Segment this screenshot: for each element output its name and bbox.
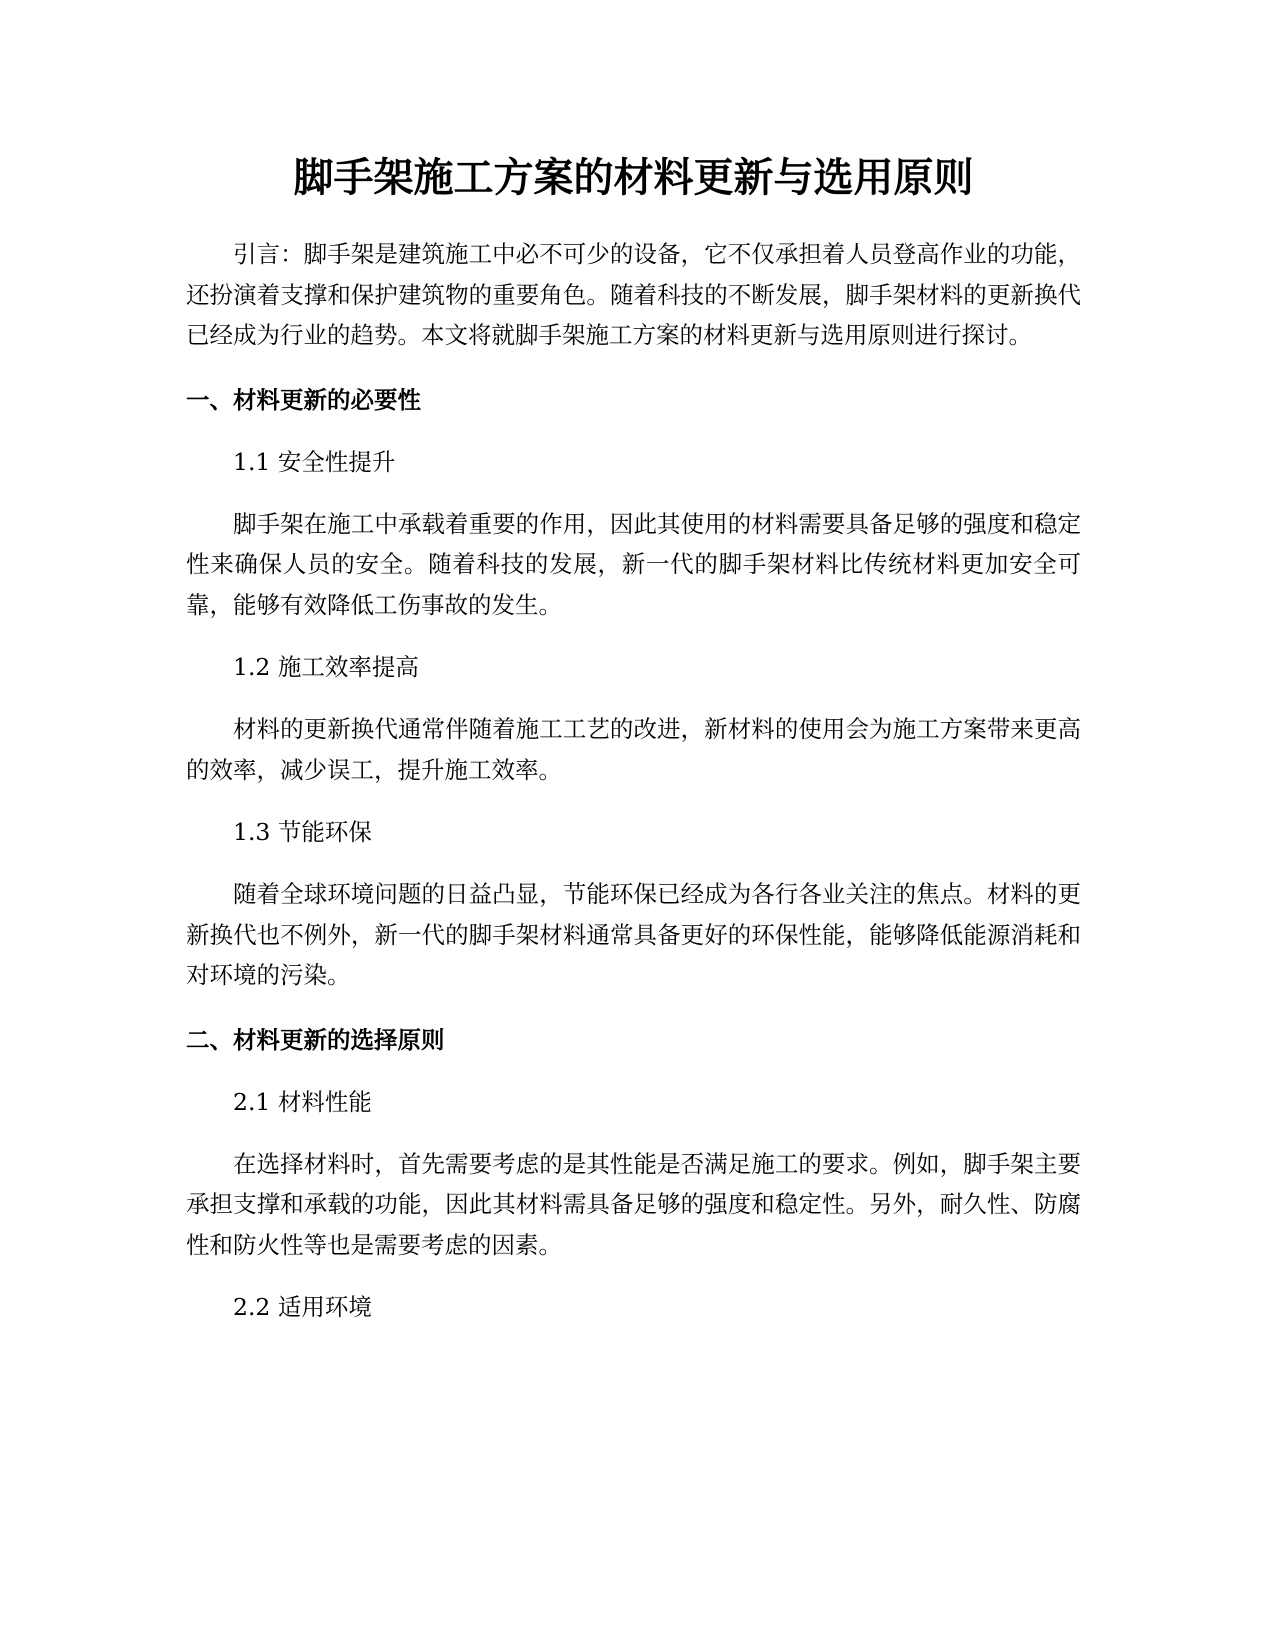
- subsection-heading-1-1: 1.1 安全性提升: [233, 447, 396, 476]
- document-body: [186, 148, 1081, 1327]
- section-heading-1: 一、材料更新的必要性: [186, 385, 421, 414]
- subsection-heading-2-1: 2.1 材料性能: [233, 1087, 372, 1116]
- subsection-heading-1-2: 1.2 施工效率提高: [233, 653, 419, 681]
- section-heading-2: 二、材料更新的选择原则: [186, 1025, 445, 1054]
- subsection-heading-2-2: 2.2 适用环境: [233, 1293, 372, 1321]
- intro-paragraph: 引言：脚手架是建筑施工中必不可少的设备，它不仅承担着人员登高作业的功能，还扮演着支撑和保护建筑物的重要角色。随着科技的不断发展，脚手架材料的更新换代已经成为行业的趋势。本文将就脚手架施工方案的材料更新与选用原则进行探讨。: [186, 240, 1081, 349]
- paragraph-1-2: 材料的更新换代通常伴随着施工工艺的改进，新材料的使用会为施工方案带来更高的效率，减少误工，提升施工效率。: [186, 715, 1081, 784]
- paragraph-2-1: 在选择材料时，首先需要考虑的是其性能是否满足施工的要求。例如，脚手架主要承担支撑和承载的功能，因此其材料需具备足够的强度和稳定性。另外，耐久性、防腐性和防火性等也是需要考虑的因素。: [186, 1149, 1081, 1259]
- document-title: 脚手架施工方案的材料更新与选用原则: [293, 155, 974, 201]
- paragraph-1-1: 脚手架在施工中承载着重要的作用，因此其使用的材料需要具备足够的强度和稳定性来确保人员的安全。随着科技的发展，新一代的脚手架材料比传统材料更加安全可靠，能够有效降低工伤事故的发生。: [186, 509, 1081, 619]
- paragraph-1-3: 随着全球环境问题的日益凸显，节能环保已经成为各行各业关注的焦点。材料的更新换代也不例外，新一代的脚手架材料通常具备更好的环保性能，能够降低能源消耗和对环境的污染。: [186, 880, 1081, 989]
- subsection-heading-1-3: 1.3 节能环保: [233, 818, 372, 846]
